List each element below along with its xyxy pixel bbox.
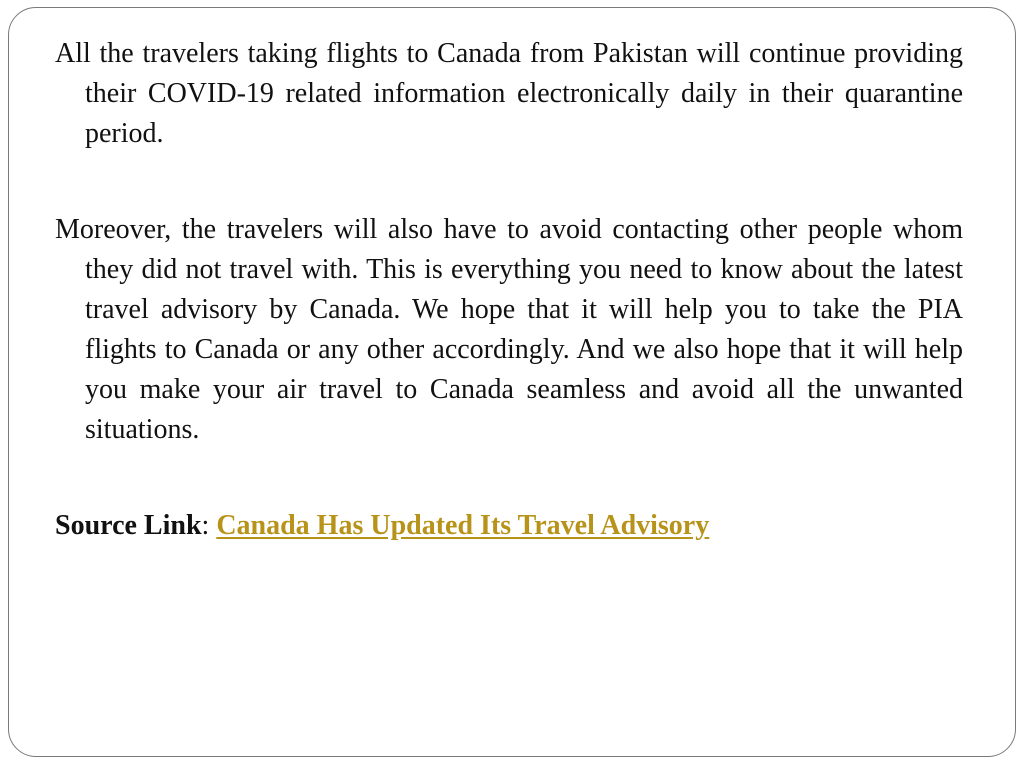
source-link[interactable]: Canada Has Updated Its Travel Advisory <box>216 510 710 541</box>
paragraph-covid-info: All the travelers taking flights to Canada from Pakistan will continue providing their COVID-19 related information electronically daily in their quarantine period. <box>55 38 963 149</box>
source-separator: : <box>201 510 217 541</box>
slide-content <box>55 34 963 546</box>
source-line <box>55 506 963 546</box>
paragraph-travel-advisory: Moreover, the travelers will also have to avoid contacting other people whom they did not travel with. This is everything you need to know about the latest travel advisory by Canada. We hope that it will help you to take the PIA flights to Canada or any other accordingly. And we also hope that it will help you make your air travel to Canada seamless and avoid all the unwanted situations. <box>55 214 963 445</box>
source-label: Source Link <box>55 510 202 541</box>
slide-frame <box>8 7 1016 757</box>
